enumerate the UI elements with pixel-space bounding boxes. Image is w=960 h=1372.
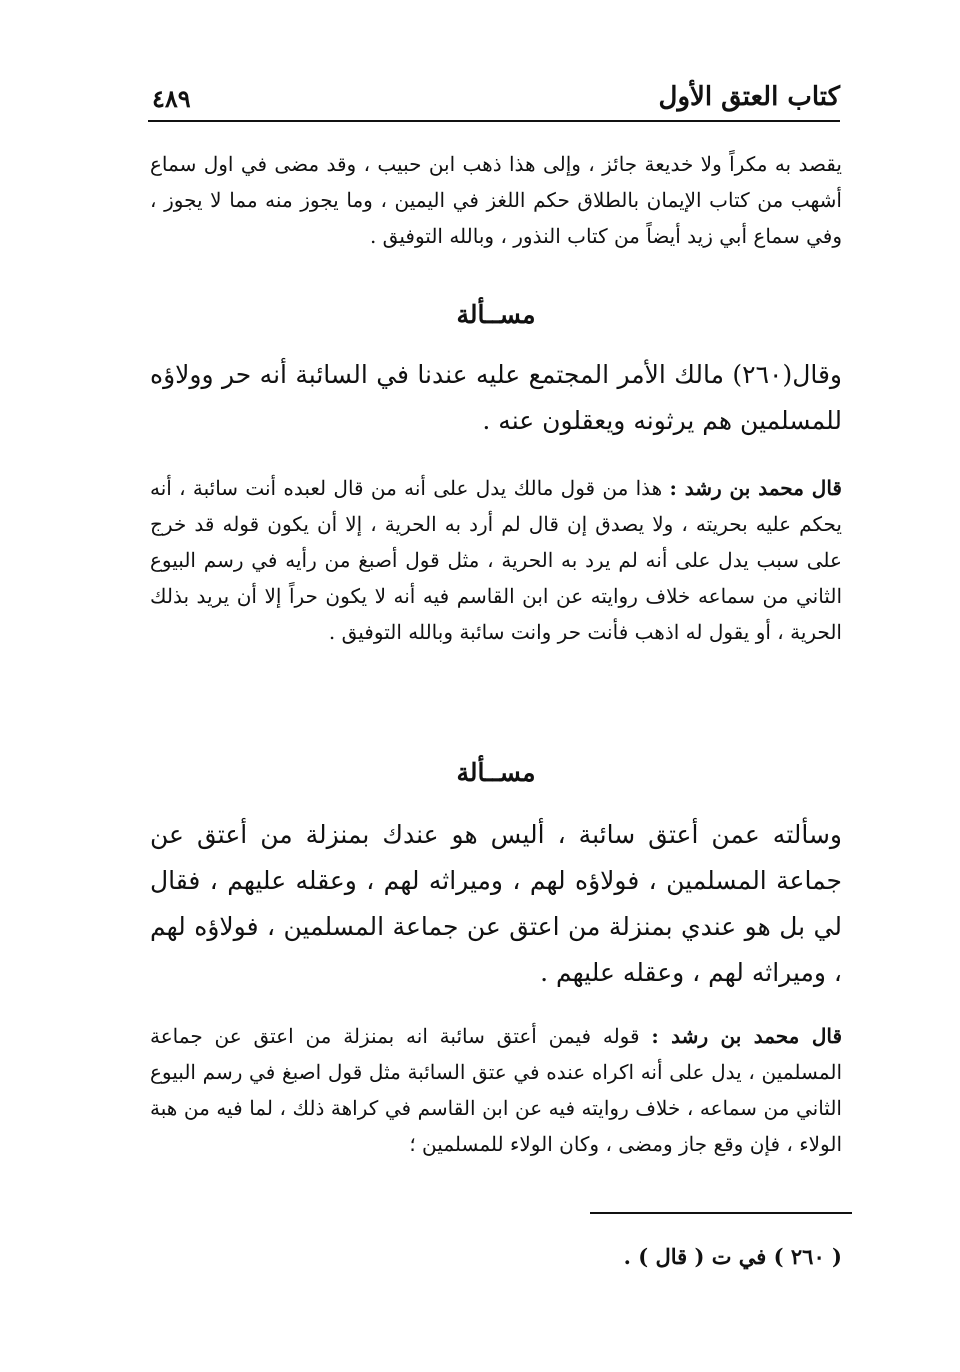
section-heading-1: مســألة bbox=[456, 300, 536, 329]
running-title: كتاب العتق الأول bbox=[658, 82, 840, 112]
commentary-2 bbox=[150, 1018, 842, 1162]
commentary-text-1: هذا من قول مالك يدل على أنه من قال لعبده أنت سائبة ، أنه يحكم عليه بحريته ، ولا يصدق إن قال لم أرد به الحرية ، إلا أن يكون قوله قد خرج على سبب يدل على أنه لم يرد به الحرية ، مثل قول أصبغ من رأيه في رسم البيوع الثاني من سماعه خلاف روايته عن ابن القاسم فيه أنه لا يكون حراً إلا أن يريد بذلك الحرية ، أو يقول له اذهب فأنت حر وانت سائبة وبالله التوفيق . bbox=[150, 476, 842, 644]
section-text-2: وسألته عمن أعتق سائبة ، أليس هو عندك بمنزلة من أعتق عن جماعة المسلمين ، فولاؤه لهم ، وميراثه لهم ، وعقله عليهم ، فقال لي بل هو عندي بمنزلة من اعتق عن جماعة المسلمين ، فولاؤه لهم ، وميراثه لهم ، وعقله عليهم . bbox=[150, 820, 842, 987]
footnote-divider bbox=[590, 1212, 852, 1214]
section-heading-2: مســألة bbox=[456, 758, 536, 787]
commentary-lead-1: قال محمد بن رشد : bbox=[669, 476, 842, 500]
intro-paragraph: يقصد به مكراً ولا خديعة جائز ، وإلى هذا ذهب ابن حبيب ، وقد مضى في اول سماع أشهب من كتاب الإيمان بالطلاق حكم اللغز في اليمين ، وما يجوز منه مما لا يجوز ، وفي سماع أبي زيد أيضاً من كتاب النذور ، وبالله التوفيق . bbox=[150, 152, 842, 248]
section-text-1: وقال(٢٦٠) مالك الأمر المجتمع عليه عندنا في السائبة أنه حر وولاؤه للمسلمين هم يرثونه ويعقلون عنه . bbox=[150, 360, 842, 435]
commentary-text-2: قوله فيمن أعتق سائبة انه بمنزلة من اعتق عن جماعة المسلمين ، يدل على أنه اكراه عنده في عتق السائبة مثل قول اصبغ في رسم البيوع الثاني من سماعه ، خلاف روايته فيه عن ابن القاسم في كراهة ذلك ، لما فيه من هبة الولاء ، فإن وقع جاز ومضى ، وكان الولاء للمسلمين ؛ bbox=[150, 1024, 843, 1156]
footnote: ( ٢٦٠ ) في ت ( قال ) . bbox=[623, 1244, 842, 1269]
page-header bbox=[148, 78, 840, 122]
commentary-1 bbox=[150, 470, 842, 650]
page-number: ٤٨٩ bbox=[152, 84, 191, 113]
commentary-lead-2: قال محمد بن رشد : bbox=[651, 1024, 842, 1048]
